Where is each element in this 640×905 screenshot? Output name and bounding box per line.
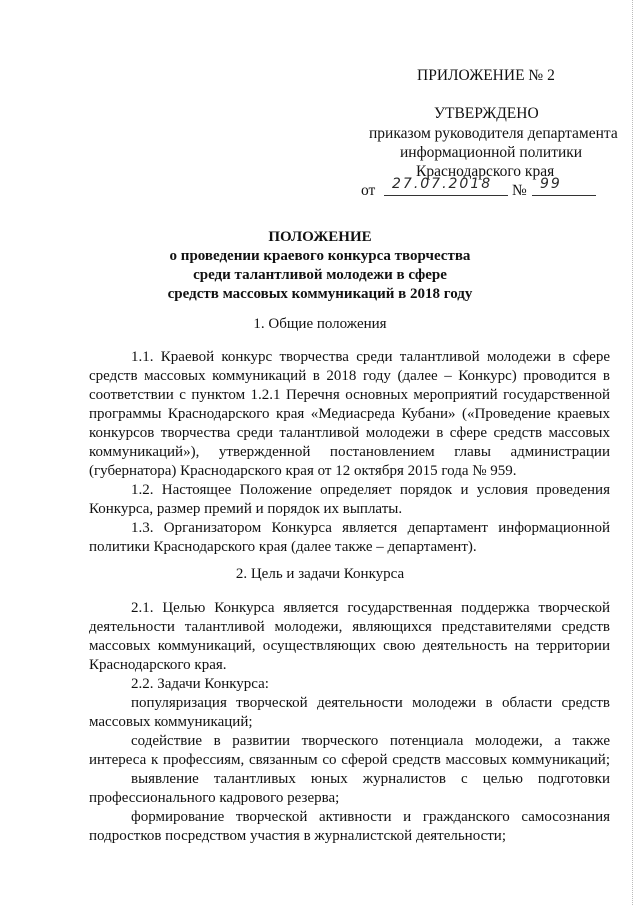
- order-line-2: информационной политики: [400, 144, 583, 161]
- section-1-heading: 1. Общие положения: [253, 316, 387, 332]
- section-2-heading: 2. Цель и задачи Конкурса: [235, 566, 405, 582]
- paragraph-line: Краснодарского края.: [89, 657, 227, 673]
- paragraph-line: Конкурса, размер премий и порядок их выплаты.: [89, 501, 403, 517]
- paragraph-line: деятельности талантливой молодежи, являющихся представителями средств: [89, 619, 610, 635]
- paragraph-line: содействие в развитии творческого потенциала молодежи, а также: [131, 733, 610, 749]
- paragraph-line: 1.2. Настоящее Положение определяет порядок и условия проведения: [131, 482, 610, 498]
- number-label: №: [512, 182, 527, 199]
- paragraph-line: программы Краснодарского края «Медиасреда Кубани» («Проведение краевых: [89, 406, 610, 422]
- order-line-1: приказом руководителя департамента: [369, 125, 618, 142]
- doc-subtitle-1: о проведении краевого конкурса творчества: [169, 248, 471, 264]
- paragraph-line: профессионального кадрового резерва;: [89, 790, 340, 806]
- approved-label: УТВЕРЖДЕНО: [434, 105, 539, 122]
- from-label: от: [361, 182, 376, 199]
- order-date: 27.07.2018: [392, 176, 493, 192]
- scan-edge: [632, 0, 634, 905]
- doc-subtitle-3: средств массовых коммуникаций в 2018 году: [167, 286, 473, 302]
- date-underline: [384, 195, 508, 196]
- paragraph-line: конкурсов творчества среди талантливой молодежи в сфере средств массовых: [89, 425, 610, 441]
- paragraph-line: (губернатора) Краснодарского края от 12 октября 2015 года № 959.: [89, 463, 517, 479]
- paragraph-line: средств массовых коммуникаций в 2018 году (далее – Конкурс) проводится в: [89, 368, 610, 384]
- order-line-3: Краснодарского края: [416, 163, 555, 180]
- doc-subtitle-2: среди талантливой молодежи в сфере: [193, 267, 447, 283]
- paragraph-line: 1.3. Организатором Конкурса является департамент информационной: [131, 520, 610, 536]
- appendix-label: ПРИЛОЖЕНИЕ № 2: [417, 67, 555, 84]
- paragraph-line: массовых коммуникаций, осуществляющих свою деятельность на территории: [89, 638, 610, 654]
- paragraph-line: политики Краснодарского края (далее также – департамент).: [89, 539, 477, 555]
- paragraph-line: популяризация творческой деятельности молодежи в области средств: [131, 695, 610, 711]
- paragraph-line: подростков посредством участия в журналистской деятельности;: [89, 828, 506, 844]
- number-underline: [532, 195, 596, 196]
- paragraph-line: соответствии с пунктом 1.2.1 Перечня основных мероприятий государственной: [89, 387, 610, 403]
- paragraph-line: 1.1. Краевой конкурс творчества среди талантливой молодежи в сфере: [131, 349, 610, 365]
- paragraph-line: формирование творческой активности и гражданского самосознания: [131, 809, 610, 825]
- paragraph-line: интереса к профессиям, связанным со сферой средств массовых коммуникаций;: [89, 752, 610, 768]
- doc-title: ПОЛОЖЕНИЕ: [268, 229, 372, 245]
- paragraph-line: коммуникаций»), утвержденной постановлением главы администрации: [89, 444, 610, 460]
- paragraph-line: выявление талантливых юных журналистов с целью подготовки: [131, 771, 610, 787]
- paragraph-line: 2.1. Целью Конкурса является государственная поддержка творческой: [131, 600, 610, 616]
- order-number: 99: [540, 176, 562, 192]
- paragraph-line: 2.2. Задачи Конкурса:: [131, 676, 269, 692]
- paragraph-line: массовых коммуникаций;: [89, 714, 253, 730]
